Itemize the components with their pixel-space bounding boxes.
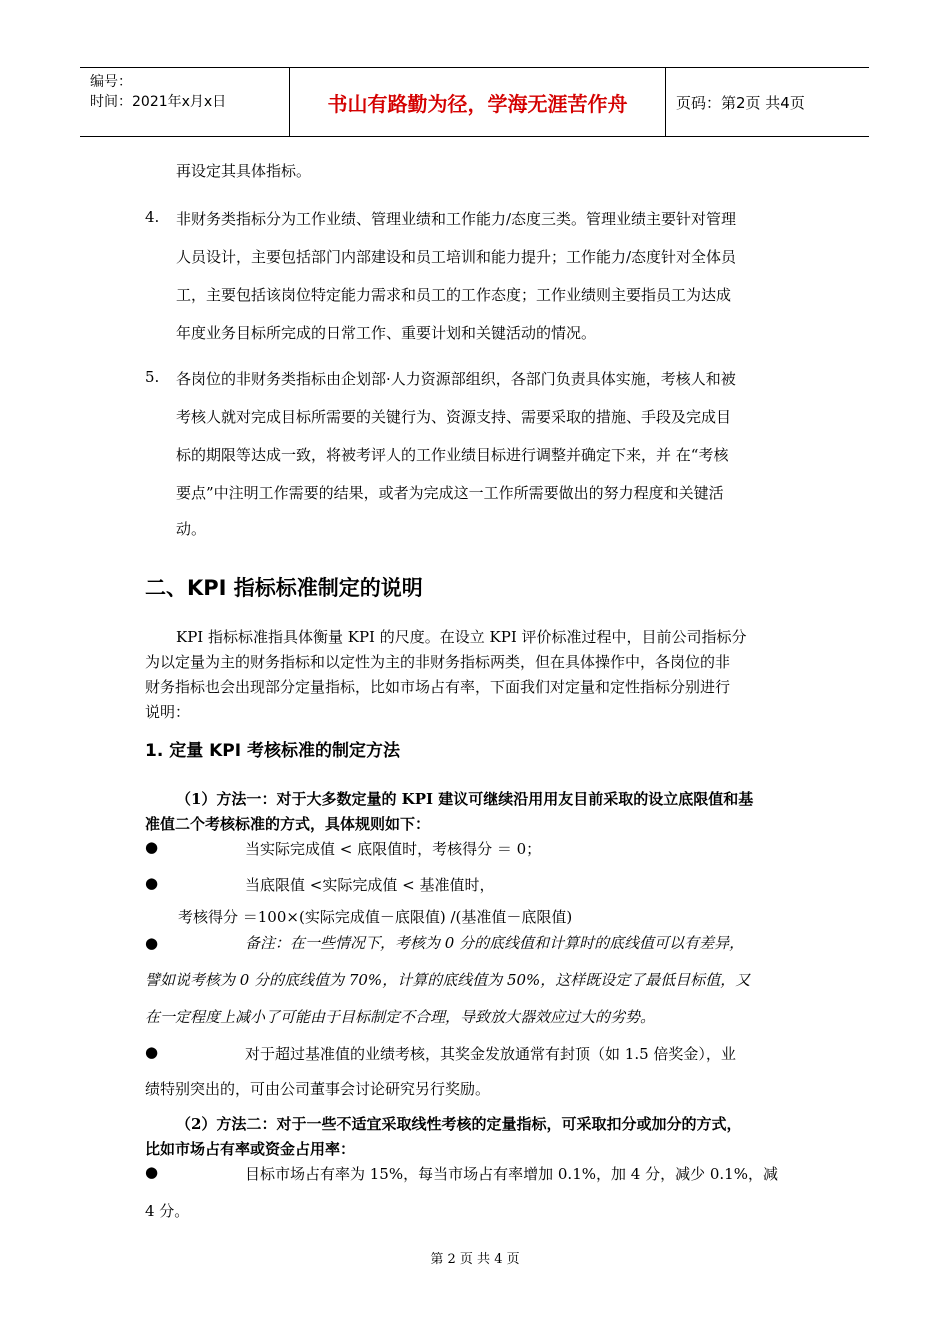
bullet-icon: ● [145, 934, 159, 952]
bullet-icon: ● [145, 1163, 159, 1181]
bullet-text: 4 分。 [145, 1202, 190, 1220]
intro-line: 为以定量为主的财务指标和以定性为主的非财务指标两类，但在具体操作中，各岗位的非 [145, 653, 731, 671]
page-header [80, 67, 869, 137]
doc-number: 编号： [90, 74, 132, 90]
method1-line: 准值二个考核标准的方式，具体规则如下： [145, 815, 431, 833]
intro-line: 财务指标也会出现部分定量指标，比如市场占有率，下面我们对定量和定性指标分别进行 [145, 678, 731, 696]
bullet-icon: ● [145, 874, 159, 892]
item4-line: 年度业务目标所完成的日常工作、重要计划和关键活动的情况。 [176, 324, 597, 342]
bullet-text: 目标市场占有率为 15%，每当市场占有率增加 0.1%，加 4 分，减少 0.1%，减 [245, 1165, 778, 1183]
bullet-icon: ● [145, 1043, 159, 1061]
header-motto: 书山有路勤为径，学海无涯苦作舟 [290, 68, 666, 136]
item4-line: 人员设计，主要包括部门内部建设和员工培训和能力提升；工作能力/态度针对全体员 [176, 248, 737, 266]
paragraph-continuation: 再设定其具体指标。 [176, 162, 312, 180]
header-page-number: 页码：第2页 共4页 [676, 93, 805, 112]
note-line: 譬如说考核为 0 分的底线值为 70%，计算的底线值为 50%，这样既设定了最低目标值，又 [145, 971, 751, 989]
bullet-text: 当底限值 <实际完成值 < 基准值时， [245, 876, 495, 894]
item5-line: 要点”中注明工作需要的结果，或者为完成这一工作所需要做出的努力程度和关键活 [176, 484, 724, 502]
list-number-4: 4. [145, 208, 160, 226]
item4-line: 工，主要包括该岗位特定能力需求和员工的工作态度；工作业绩则主要指员工为达成 [176, 286, 732, 304]
item5-line: 动。 [176, 520, 207, 538]
item5-line: 标的期限等达成一致，将被考评人的工作业绩目标进行调整并确定下来，并 在“考核 [176, 446, 729, 464]
item5-line: 各岗位的非财务类指标由企划部·人力资源部组织，各部门负责具体实施，考核人和被 [176, 370, 736, 388]
header-meta [80, 68, 290, 136]
bullet-text: 对于超过基准值的业绩考核，其奖金发放通常有封顶（如 1.5 倍奖金），业 [245, 1045, 736, 1063]
list-number-5: 5. [145, 368, 160, 386]
note-line: 备注：在一些情况下，考核为 0 分的底线值和计算时的底线值可以有差异， [245, 934, 745, 952]
item4-line: 非财务类指标分为工作业绩、管理业绩和工作能力/态度三类。管理业绩主要针对管理 [176, 210, 737, 228]
intro-line: KPI 指标标准指具体衡量 KPI 的尺度。在设立 KPI 评价标准过程中，目前公司指标分 [176, 628, 747, 646]
subsection-heading: 1. 定量 KPI 考核标准的制定方法 [145, 741, 400, 761]
page-footer: 第 2 页 共 4 页 [430, 1252, 520, 1267]
item5-line: 考核人就对完成目标所需要的关键行为、资源支持、需要采取的措施、手段及完成目 [176, 408, 732, 426]
bullet-text: 当实际完成值 < 底限值时，考核得分 ＝ 0； [245, 840, 542, 858]
bullet-icon: ● [145, 838, 159, 856]
doc-date: 时间：2021年x月x日 [90, 94, 227, 110]
method1-line: （1）方法一：对于大多数定量的 KPI 建议可继续沿用用友目前采取的设立底限值和基 [176, 790, 754, 808]
method2-line: 比如市场占有率或资金占用率： [145, 1140, 356, 1158]
bullet-text: 绩特别突出的，可由公司董事会讨论研究另行奖励。 [145, 1080, 491, 1098]
method2-line: （2）方法二：对于一些不适宜采取线性考核的定量指标，可采取扣分或加分的方式， [176, 1115, 742, 1133]
intro-line: 说明： [145, 703, 191, 721]
section-heading: 二、KPI 指标标准制定的说明 [145, 576, 423, 600]
formula: 考核得分 ＝100×(实际完成值－底限值) /(基准值－底限值) [178, 908, 573, 926]
note-line: 在一定程度上减小了可能由于目标制定不合理，导致放大器效应过大的劣势。 [145, 1008, 656, 1026]
